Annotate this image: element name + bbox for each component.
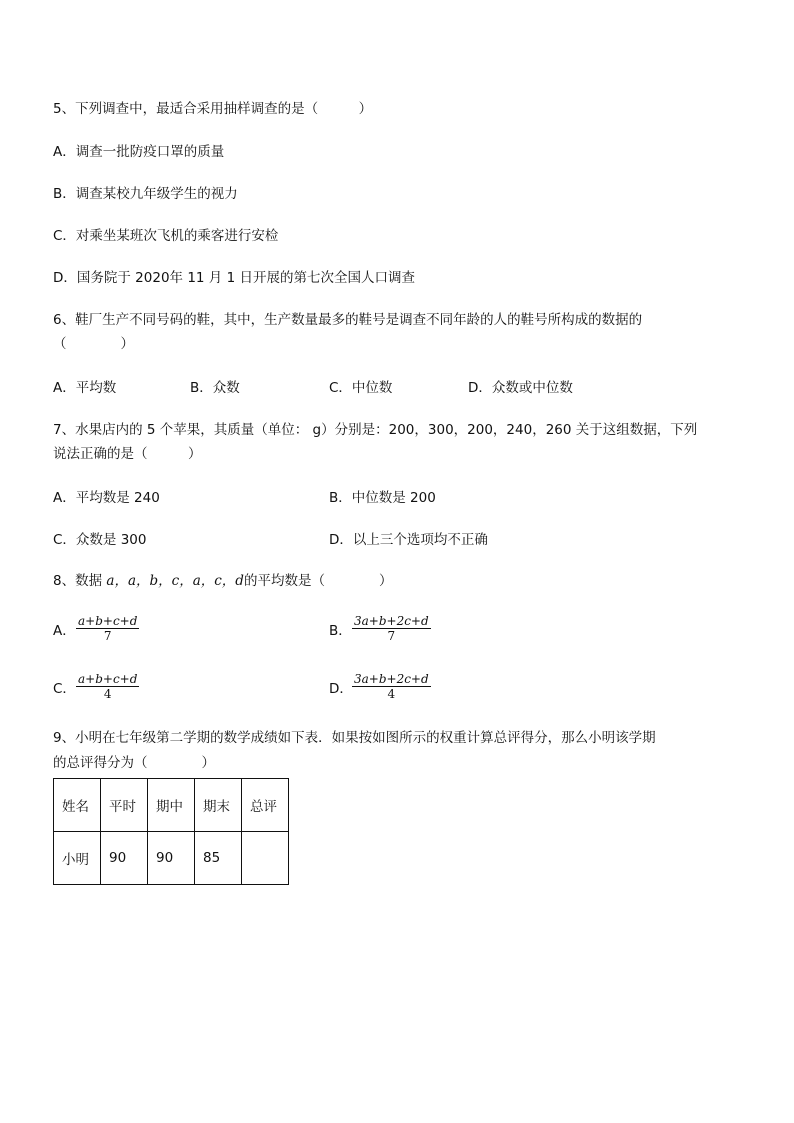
q7-stem-line2: 说法正确的是（ ） bbox=[53, 446, 202, 462]
q6-stem-line2: （ ） bbox=[53, 336, 134, 352]
q8-option-a-numerator: a+b+c+d bbox=[78, 614, 138, 628]
cell-total[interactable] bbox=[242, 832, 289, 885]
q8-stem-prefix: 8、数据 bbox=[53, 573, 107, 589]
q5-option-d[interactable]: D．国务院于 2020年 11 月 1 日开展的第七次全国人口调查 bbox=[53, 270, 415, 286]
q8-option-a-label[interactable]: A． bbox=[53, 623, 76, 639]
q7-option-c[interactable]: C．众数是 300 bbox=[53, 532, 147, 548]
table-row bbox=[54, 832, 289, 885]
q8-option-d-fraction bbox=[352, 672, 431, 701]
q8-option-d-numerator: 3a+b+2c+d bbox=[354, 672, 429, 686]
q8-option-b-numerator: 3a+b+2c+d bbox=[354, 614, 429, 628]
q9-stem-line1: 9、小明在七年级第二学期的数学成绩如下表．如果按如图所示的权重计算总评得分，那么小明该学期 bbox=[53, 730, 656, 746]
q6-option-c[interactable]: C．中位数 bbox=[329, 380, 393, 396]
q8-option-c-denominator: 4 bbox=[103, 687, 112, 701]
q8-option-b-fraction bbox=[352, 614, 431, 643]
cell-name: 小明 bbox=[54, 832, 101, 885]
q5-option-a[interactable]: A．调查一批防疫口罩的质量 bbox=[53, 144, 225, 160]
q9-stem-line2: 的总评得分为（ ） bbox=[53, 755, 215, 771]
q8-option-b-denominator: 7 bbox=[387, 629, 396, 643]
q7-stem-line1: 7、水果店内的 5 个苹果，其质量（单位： g）分别是：200，300，200，240，260 关于这组数据，下列 bbox=[53, 422, 698, 438]
q6-option-d[interactable]: D．众数或中位数 bbox=[468, 380, 573, 396]
header-final: 期末 bbox=[195, 779, 242, 832]
header-midterm: 期中 bbox=[148, 779, 195, 832]
q6-option-a[interactable]: A．平均数 bbox=[53, 380, 117, 396]
q8-option-d-label[interactable]: D． bbox=[329, 681, 353, 697]
q8-stem bbox=[53, 572, 392, 590]
q8-stem-vars: a，a，b，c，a，c，d bbox=[106, 573, 244, 589]
header-total: 总评 bbox=[242, 779, 289, 832]
q8-option-c-numerator: a+b+c+d bbox=[78, 672, 138, 686]
table-header-row bbox=[54, 779, 289, 832]
q5-option-c[interactable]: C．对乘坐某班次飞机的乘客进行安检 bbox=[53, 228, 279, 244]
cell-midterm: 90 bbox=[148, 832, 195, 885]
q8-option-a-denominator: 7 bbox=[103, 629, 112, 643]
q8-option-b-label[interactable]: B． bbox=[329, 623, 352, 639]
q8-stem-suffix: 的平均数是（ ） bbox=[243, 573, 393, 589]
q6-stem-line1: 6、鞋厂生产不同号码的鞋，其中，生产数量最多的鞋号是调查不同年龄的人的鞋号所构成的数据的 bbox=[53, 312, 643, 328]
q7-option-a[interactable]: A．平均数是 240 bbox=[53, 490, 160, 506]
q5-option-b[interactable]: B．调查某校九年级学生的视力 bbox=[53, 186, 238, 202]
q7-option-b[interactable]: B．中位数是 200 bbox=[329, 490, 436, 506]
header-name: 姓名 bbox=[54, 779, 101, 832]
q9-score-table bbox=[53, 778, 289, 885]
q8-option-d-denominator: 4 bbox=[387, 687, 396, 701]
cell-final: 85 bbox=[195, 832, 242, 885]
q8-option-c-fraction bbox=[76, 672, 139, 701]
cell-regular: 90 bbox=[101, 832, 148, 885]
q5-stem: 5、下列调查中，最适合采用抽样调查的是（ ） bbox=[53, 101, 373, 117]
q8-option-c-label[interactable]: C． bbox=[53, 681, 76, 697]
q7-option-d[interactable]: D．以上三个选项均不正确 bbox=[329, 532, 488, 548]
q8-option-a-fraction bbox=[76, 614, 139, 643]
q6-option-b[interactable]: B．众数 bbox=[190, 380, 240, 396]
header-regular: 平时 bbox=[101, 779, 148, 832]
